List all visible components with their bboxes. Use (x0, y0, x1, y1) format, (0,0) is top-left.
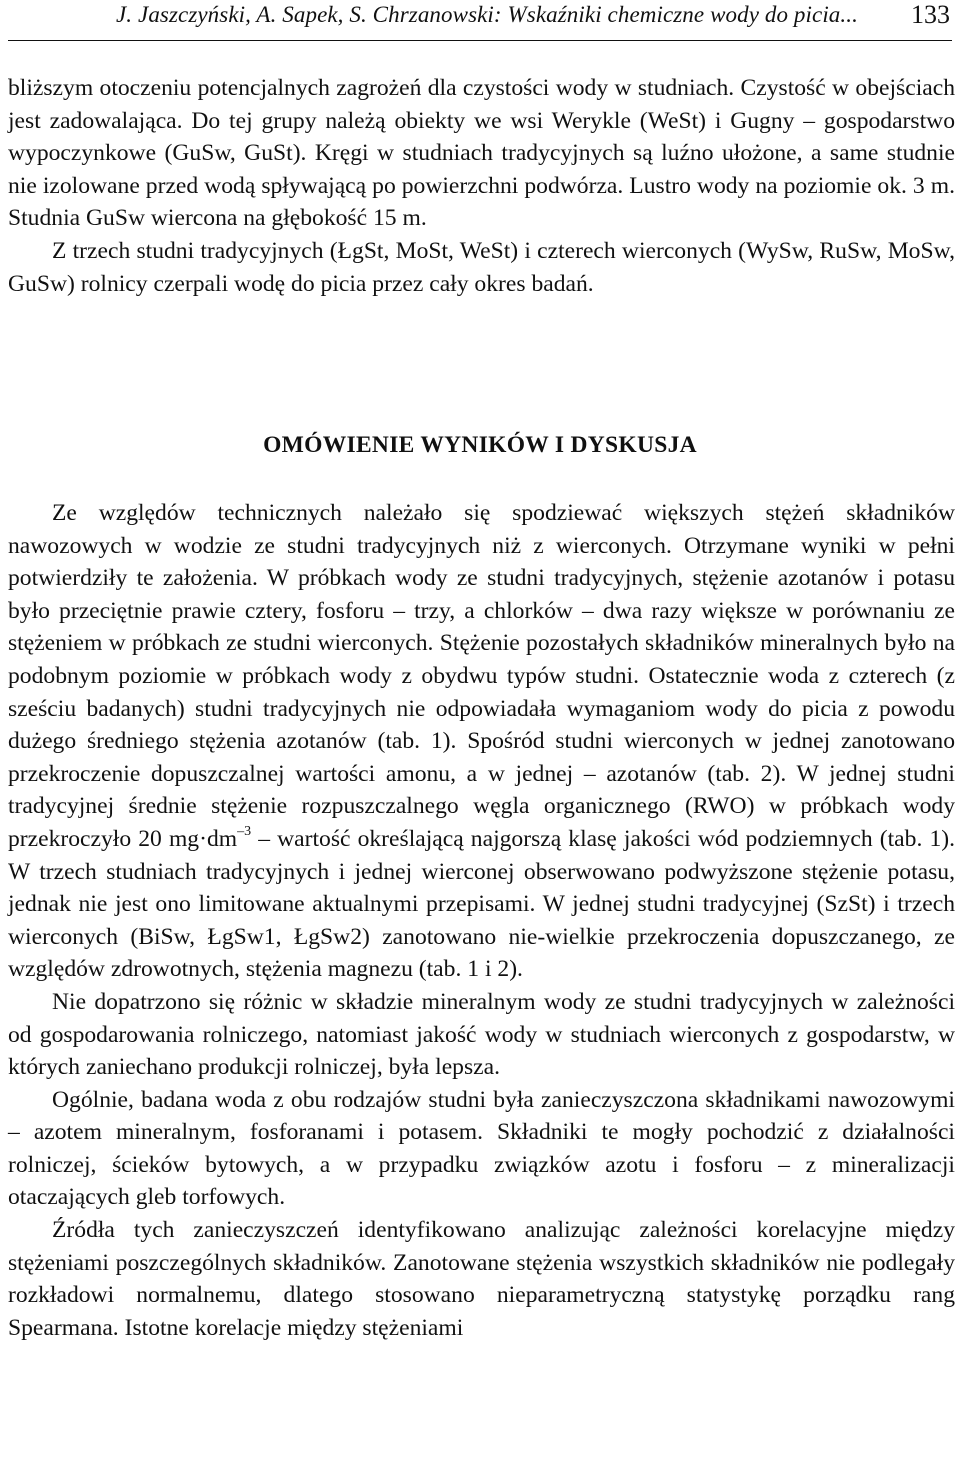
unit-exponent: –3 (237, 824, 252, 840)
section-paragraph-3: Ogólnie, badana woda z obu rodzajów studni była zanieczyszczona składnikami nawozowymi – azotem mineralnym, fosforanami i potasem. Składniki te mogły pochodzić z działalności rolniczej, ścieków bytowych, a w przypadku związków azotu i fosforu – z mineralizacji otaczających gleb torfowych. (8, 1086, 955, 1211)
running-title: J. Jaszczyński, A. Sapek, S. Chrzanowski: Wskaźniki chemiczne wody do picia... (116, 2, 858, 27)
section-heading: OMÓWIENIE WYNIKÓW I DYSKUSJA (263, 432, 697, 458)
paragraph-1-text-a: Ze względów technicznych należało się spodziewać większych stężeń składników nawozowych w wodzie ze studni tradycyjnych niż z wierconych. Otrzymane wyniki w pełni potwierdziły te założenia. W próbkach wody ze studni tradycyjnych, stężenie azotanów i potasu było przeciętnie prawie cztery, fosforu – trzy, a chlorków – dwa razy większe w porównaniu ze stężeniem w próbkach ze studni wierconych. Stężenie pozostałych składników mineralnych było na podobnym poziomie w próbkach wody z obydwu typów studni. Ostatecznie woda z czterech (z sześciu badanych) studni tradycyjnych nie odpowiadała wymaganiom wody do picia z powodu dużego średniego stężenia azotanów (tab. 1). Spośród studni wierconych w jednej zanotowano przekroczenie dopuszczalnej wartości amonu, a w jednej – azotanów (tab. 2). W jednej studni tradycyjnej średnie stężenie rozpuszczalnego węgla organicznego (RWO) w próbkach wody przekroczyło 20 mg·dm (8, 500, 955, 852)
section-text (8, 497, 955, 1344)
running-header (8, 0, 952, 41)
section-paragraph-4: Źródła tych zanieczyszczeń identyfikowano analizując zależności korelacyjne między stężeniami poszczególnych składników. Zanotowane stężenia wszystkich składników nie podlegały rozkładowi normalnemu, dlatego stosowano nieparametryczną statystykę porządku rang Spearmana. Istotne korelacje między stężeniami (8, 1217, 955, 1341)
intro-paragraph-1: bliższym otoczeniu potencjalnych zagrożeń dla czystości wody w studniach. Czystość w obejściach jest zadowalająca. Do tej grupy należą obiekty we wsi Werykle (WeSt) i Gugny – gospodarstwo wypoczynkowe (GuSw, GuSt). Kręgi w studniach tradycyjnych są luźno ułożone, a same studnie nie izolowane przed wodą spływającą po powierzchni podwórza. Lustro wody na poziomie ok. 3 m. Studnia GuSw wiercona na głębokość 15 m. (8, 75, 955, 232)
paragraph-1-text-b: – wartość określającą najgorszą klasę jakości wód podziemnych (tab. 1). W trzech studniach tradycyjnych i jednej wierconej obserwowano podwyższone stężenie potasu, jednak nie jest ono limitowane aktualnymi przepisami. W jednej studni tradycyjnej (SzSt) i trzech wierconych (BiSw, ŁgSw1, ŁgSw2) zanotowano nie-wielkie przekroczenia dopuszczanego, ze względów zdrowotnych, stężenia magnezu (tab. 1 i 2). (8, 825, 956, 983)
intro-paragraph-2: Z trzech studni tradycyjnych (ŁgSt, MoSt, WeSt) i czterech wierconych (WySw, RuSw, MoSw, GuSw) rolnicy czerpali wodę do picia przez cały okres badań. (8, 237, 955, 297)
intro-text (8, 72, 955, 300)
section-paragraph-1 (8, 497, 955, 986)
page-number: 133 (911, 0, 950, 29)
section-paragraph-2: Nie dopatrzono się różnic w składzie mineralnym wody ze studni tradycyjnych w zależności od gospodarowania rolniczego, natomiast jakość wody w studniach wierconych z gospodarstw, w których zaniechano produkcji rolniczej, była lepsza. (8, 988, 955, 1081)
